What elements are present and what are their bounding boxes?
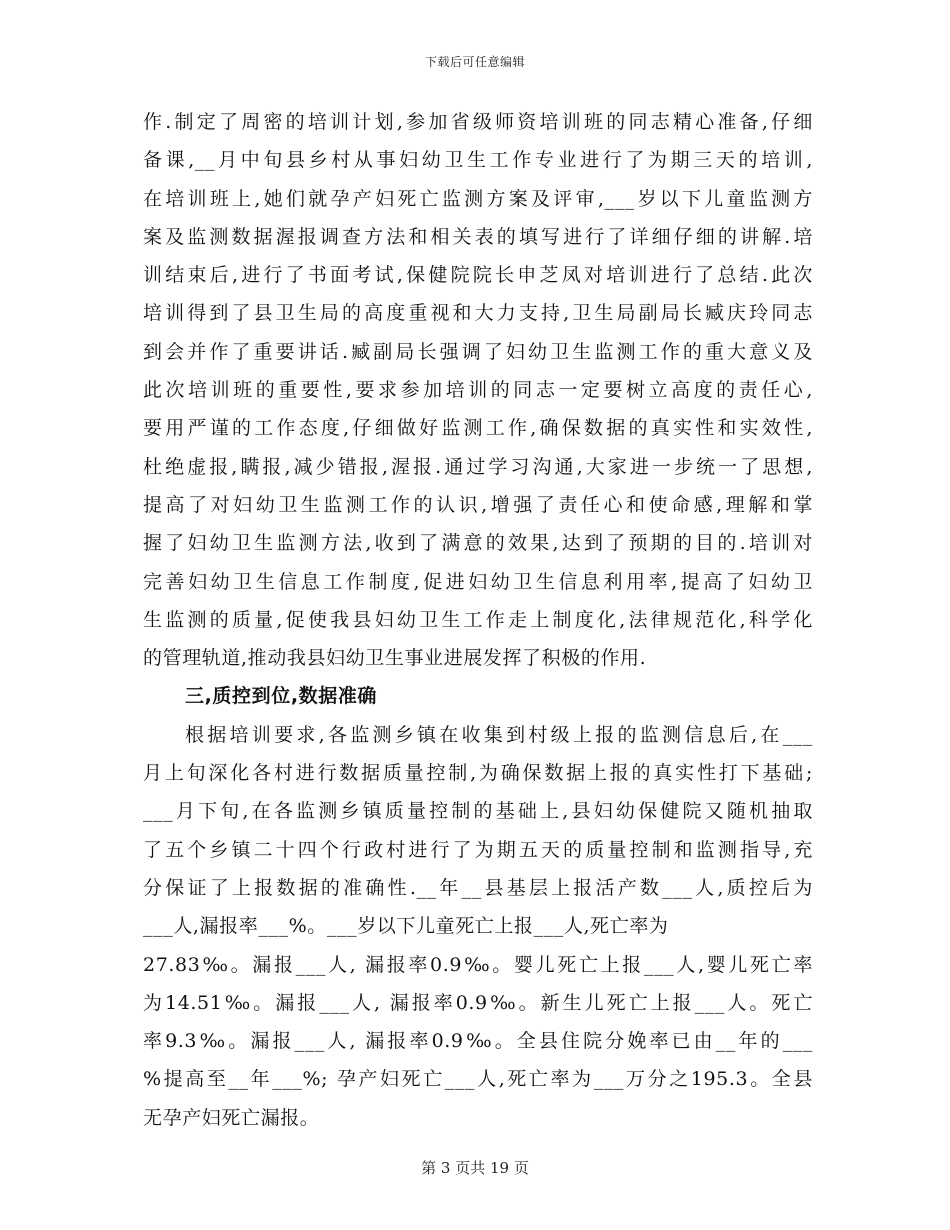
paragraph-line: 无孕产妇死亡漏报。 — [143, 1106, 320, 1129]
paragraph-line: 27.83‰。漏报___人, 漏报率0.9‰。婴儿死亡上报___人,婴儿死亡率 — [143, 953, 813, 976]
paragraph-line: 杜绝虚报,瞒报,减少错报,渥报.通过学习沟通,大家进一步统一了思想, — [143, 455, 813, 478]
paragraph-line: 到会并作了重要讲话.臧副局长强调了妇幼卫生监测工作的重大意义及 — [143, 340, 813, 363]
paragraph-line: ___月下旬,在各监测乡镇质量控制的基础上,县妇幼保健院又随机抽取 — [143, 800, 813, 823]
paragraph-line: 案及监测数据渥报调查方法和相关表的填写进行了详细仔细的讲解.培 — [143, 225, 813, 248]
paragraph-line: 生监测的质量,促使我县妇幼卫生工作走上制度化,法律规范化,科学化 — [143, 608, 813, 631]
paragraph-line: 为14.51‰。漏报___人, 漏报率0.9‰。新生儿死亡上报___人。死亡 — [143, 991, 813, 1014]
paragraph-line: 握了妇幼卫生监测方法,收到了满意的效果,达到了预期的目的.培训对 — [143, 532, 813, 555]
paragraph-line: 率9.3‰。漏报___人, 漏报率0.9‰。全县住院分娩率已由__年的___ — [143, 1030, 813, 1053]
paragraph-line: 根据培训要求,各监测乡镇在收集到村级上报的监测信息后,在___ — [185, 723, 813, 746]
paragraph-line: 的管理轨道,推动我县妇幼卫生事业进展发挥了积极的作用. — [143, 647, 647, 670]
paragraph-line: 完善妇幼卫生信息工作制度,促进妇幼卫生信息利用率,提高了妇幼卫 — [143, 570, 813, 593]
paragraph-line: 月上旬深化各村进行数据质量控制,为确保数据上报的真实性打下基础; — [143, 762, 813, 785]
paragraph-line: 培训得到了县卫生局的高度重视和大力支持,卫生局副局长臧庆玲同志 — [143, 302, 813, 325]
paragraph-line: 提高了对妇幼卫生监测工作的认识,增强了责任心和使命感,理解和掌 — [143, 493, 813, 516]
document-body — [143, 103, 813, 1137]
page-footer: 第 3 页共 19 页 — [421, 1159, 529, 1177]
paragraph-line: 在培训班上,她们就孕产妇死亡监测方案及评审,___岁以下儿童监测方 — [143, 187, 813, 210]
paragraph-line: 要用严谨的工作态度,仔细做好监测工作,确保数据的真实性和实效性, — [143, 417, 813, 440]
paragraph-line: 了五个乡镇二十四个行政村进行了为期五天的质量控制和监测指导,充 — [143, 838, 813, 861]
paragraph-line: ___人,漏报率___%。___岁以下儿童死亡上报___人,死亡率为 — [143, 915, 669, 938]
paragraph-line: 作.制定了周密的培训计划,参加省级师资培训班的同志精心准备,仔细 — [143, 111, 813, 133]
section-heading: 三,质控到位,数据准确 — [185, 685, 378, 708]
paragraph-line: 备课,__月中旬县乡村从事妇幼卫生工作专业进行了为期三天的培训, — [143, 149, 813, 172]
paragraph-line: 此次培训班的重要性,要求参加培训的同志一定要树立高度的责任心, — [143, 379, 813, 402]
paragraph-line: 分保证了上报数据的准确性.__年__县基层上报活产数___人,质控后为 — [143, 876, 813, 899]
paragraph-line: %提高至__年___%; 孕产妇死亡___人,死亡率为___万分之195.3。全县 — [143, 1068, 813, 1091]
paragraph-line: 训结束后,进行了书面考试,保健院院长申芝凤对培训进行了总结.此次 — [143, 264, 813, 287]
page-header: 下载后可任意编辑 — [424, 55, 525, 69]
